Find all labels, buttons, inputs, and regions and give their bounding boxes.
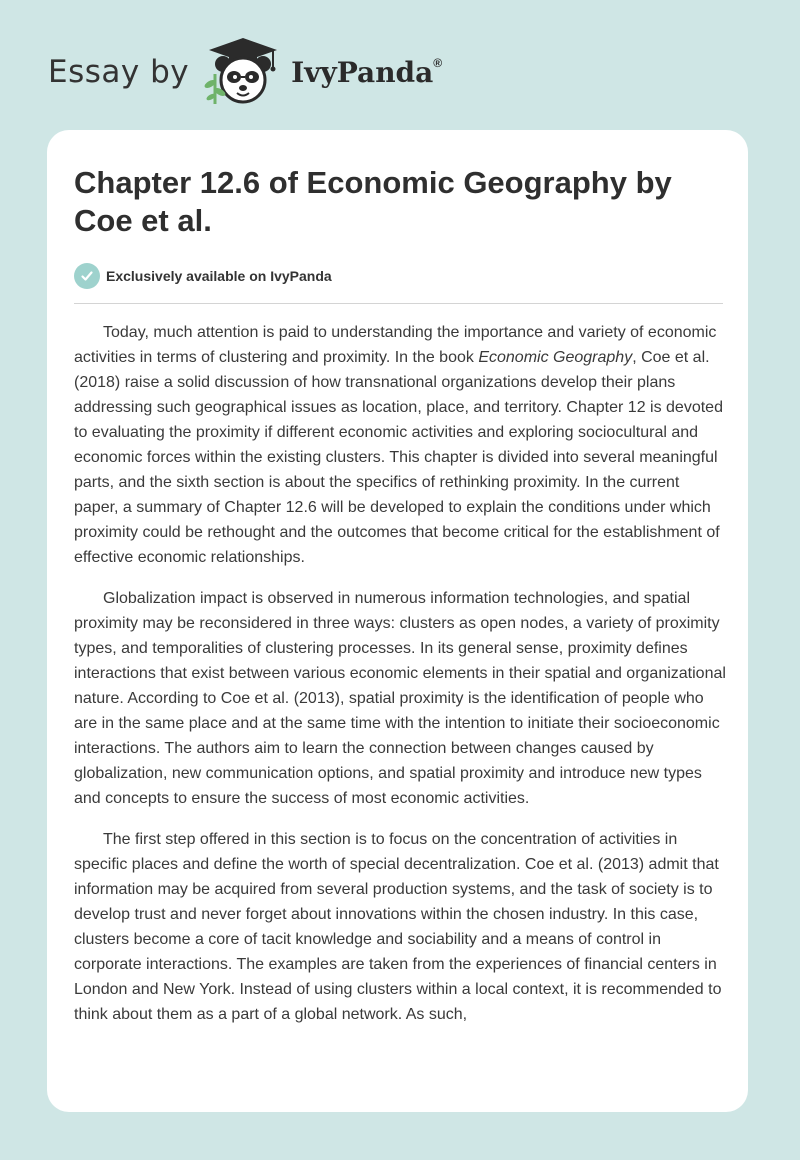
essay-card [47,130,748,1112]
book-title: Economic Geography [478,349,633,366]
essay-body [74,320,726,1043]
essay-title: Chapter 12.6 of Economic Geography by Coe et al. [74,165,672,238]
exclusive-badge [74,263,332,289]
paragraph-text: , Coe et al. (2018) raise a solid discussion of how transnational organizations develop their plans addressing such geographical issues as location, place, and territory. Chapter 12 is devoted to evaluating the proximity if different economic activities and exploring sociocultural and economic forces within the existing clusters. This chapter is divided into several meaningful parts, and the sixth section is about the specifics of rethinking proximity. In the current paper, a summary of Chapter 12.6 will be developed to explain the conditions under which proximity could be rethought and the outcomes that become critical for the establishment of effective economic relationships. [74,349,723,566]
brand-name-text[interactable]: IvyPanda [291,55,434,89]
paragraph: The first step offered in this section is to focus on the concentration of activities in specific places and define the worth of special decentralization. Coe et al. (2013) admit that information may be acquired from several production systems, and the task of society is to develop trust and never forget about innovations within the chosen industry. In this case, clusters become a core of tacit knowledge and sociability and a means of control in corporate interactions. The examples are taken from the experiences of financial centers in London and New York. Instead of using clusters within a local context, it is recommended to think about them as a part of a global network. As such, [74,831,722,1023]
brand-name[interactable] [291,56,442,89]
brand-prefix: Essay by [48,54,190,90]
divider [74,303,723,304]
check-circle-icon [74,263,100,289]
paragraph: Globalization impact is observed in numerous information technologies, and spatial proximity may be reconsidered in three ways: clusters as open nodes, a variety of proximity types, and temporalities of clustering processes. In its general sense, proximity defines interactions that exist between various economic elements in their spatial and organizational nature. According to Coe et al. (2013), spatial proximity is the identification of people who are in the same place and at the same time with the intention to initiate their socioeconomic interactions. The authors aim to learn the connection between changes caused by globalization, new communication options, and spatial proximity and introduce new types and concepts to ensure the success of most economic activities. [74,590,726,807]
paragraph [74,320,726,570]
registered-mark: ® [433,56,443,71]
panda-graduate-icon[interactable] [203,34,281,111]
paragraph-text: Today, much attention is paid to understanding the importance and variety of economic activities in terms of clustering and proximity. In the book [74,324,717,366]
badge-text: Exclusively available on IvyPanda [106,268,332,284]
site-header [48,36,442,108]
